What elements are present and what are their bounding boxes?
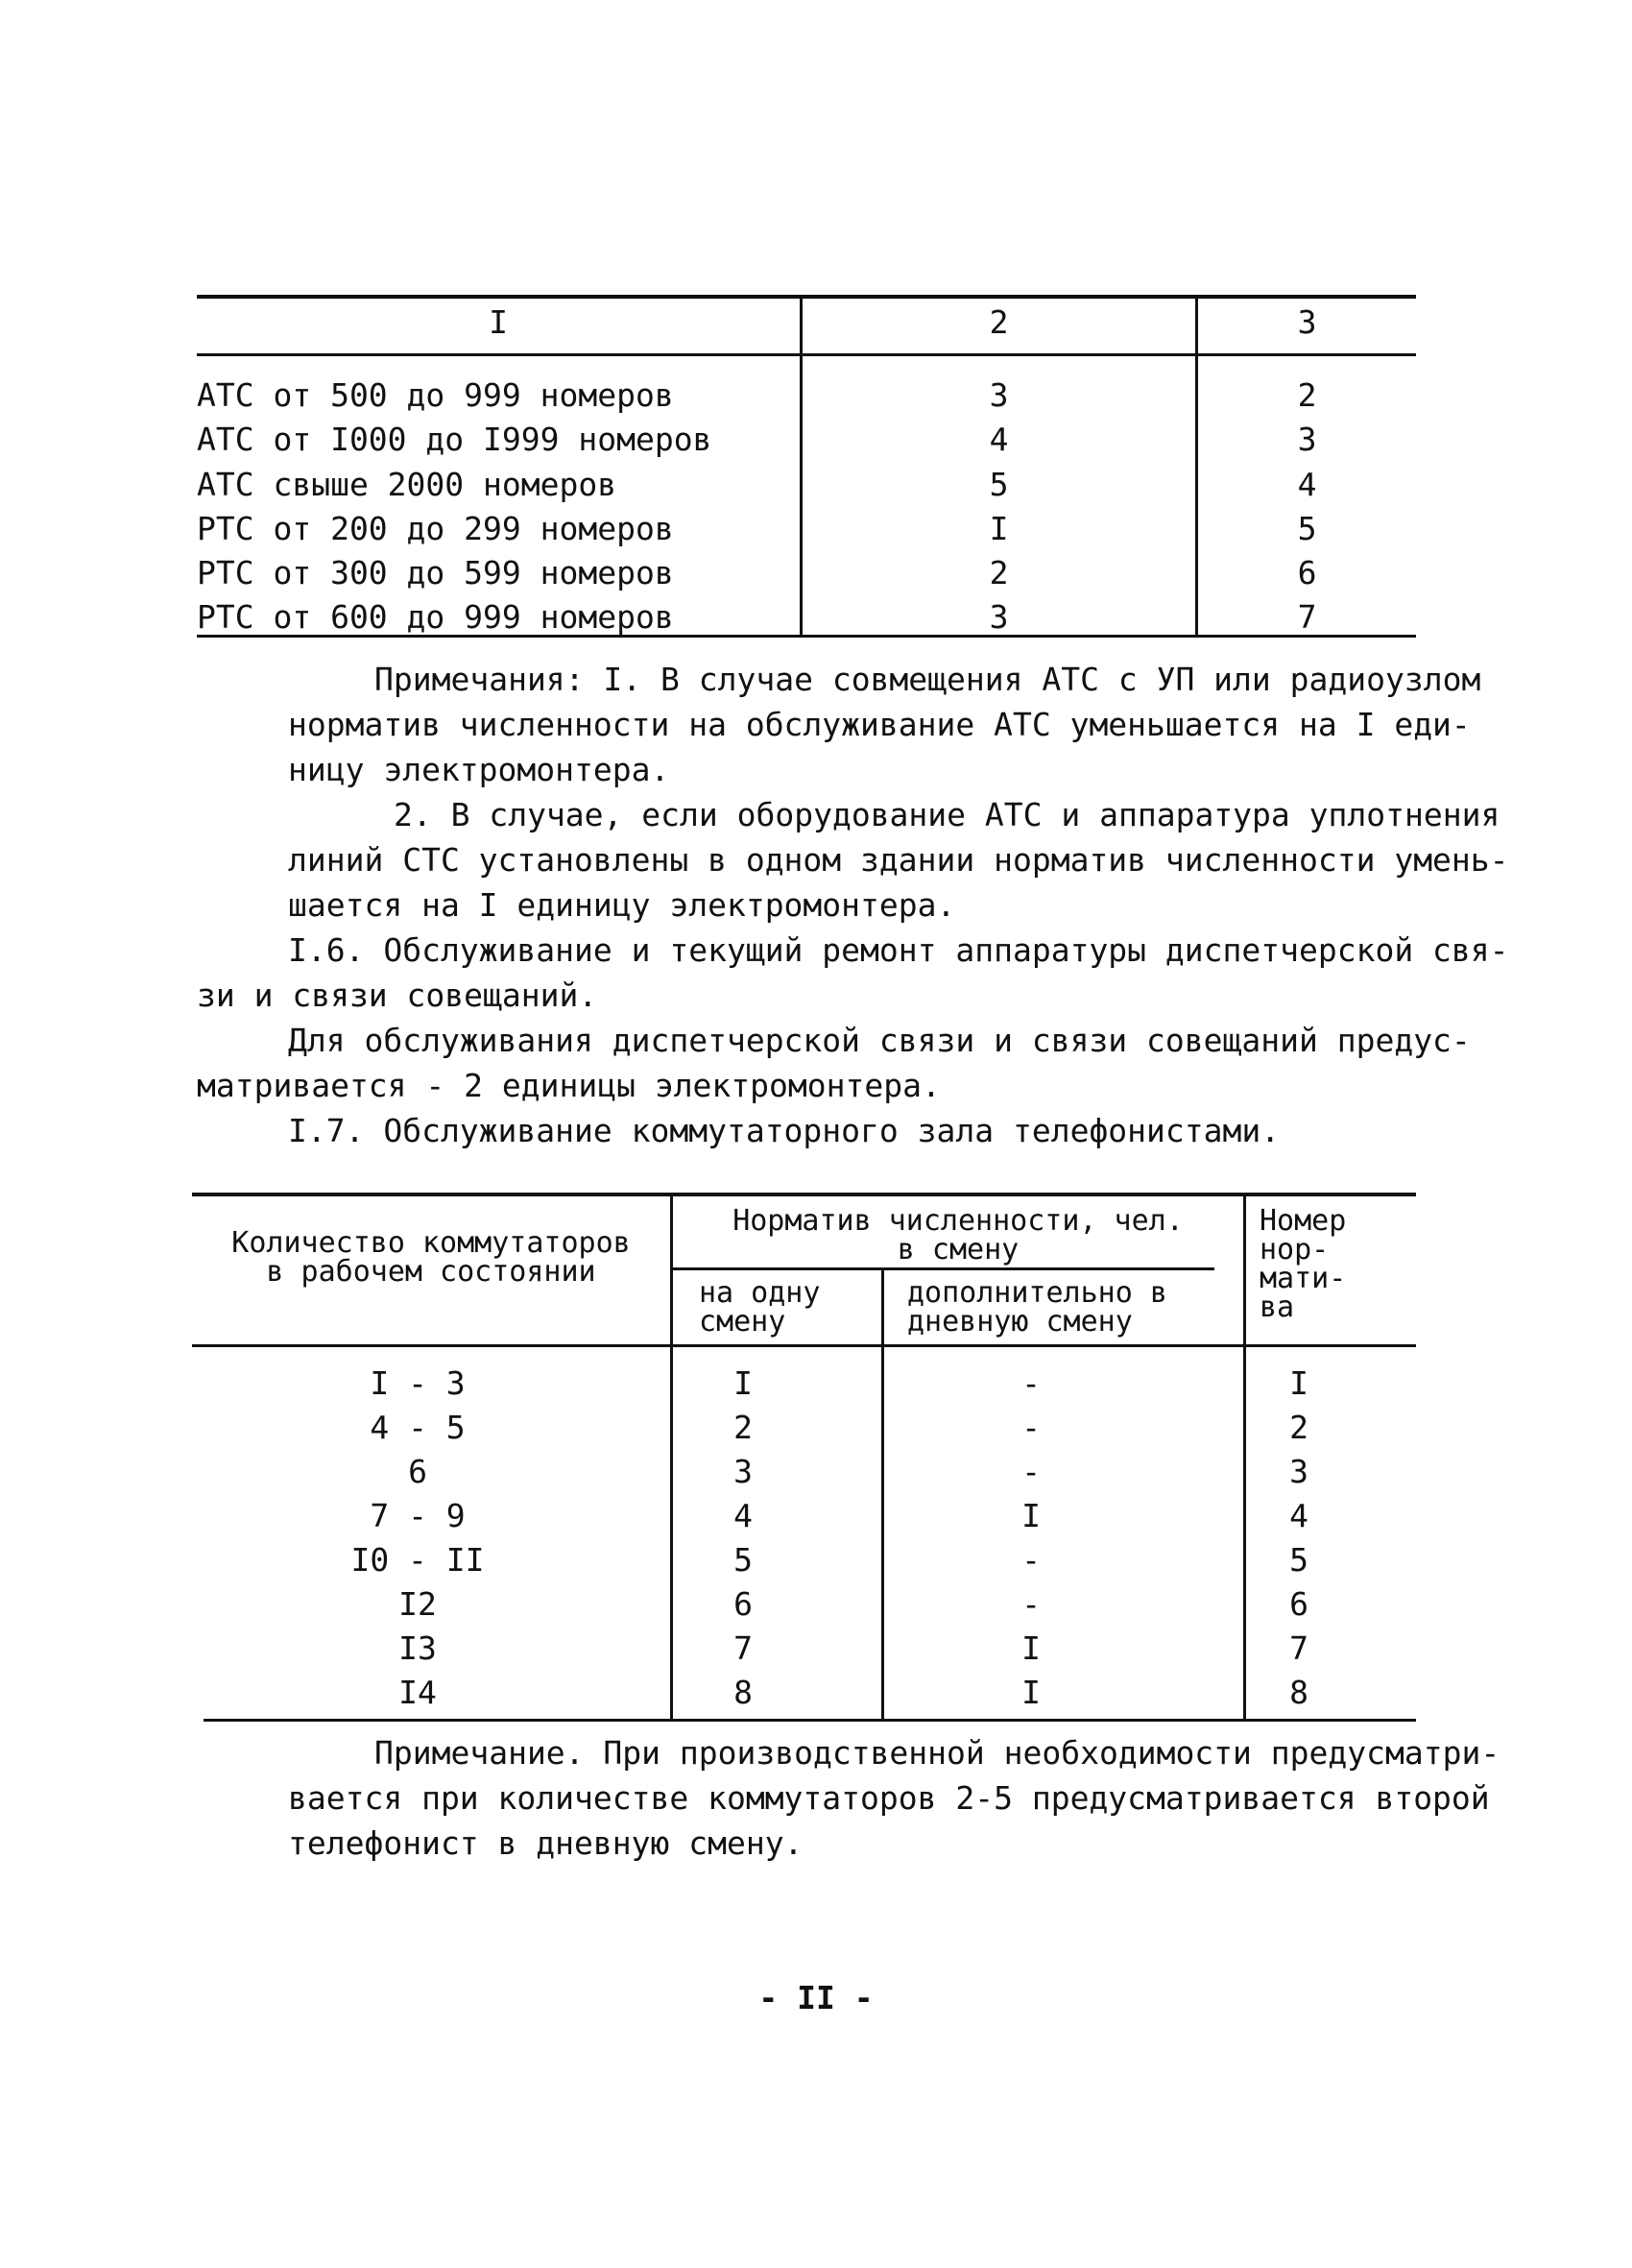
table1-value: 5 — [1297, 510, 1317, 547]
paragraph-line: зи и связи совещаний. — [197, 977, 598, 1014]
table2-extra: I — [1021, 1497, 1041, 1534]
table2-group-header — [673, 1204, 1243, 1267]
table2-num: 6 — [1289, 1585, 1308, 1623]
table1-label: АТС свыше 2000 номеров — [197, 466, 617, 503]
table2-col4-header-line: Номер — [1260, 1204, 1347, 1238]
table2-per-shift: 7 — [733, 1629, 753, 1667]
table2-sub2-header-line: дополнительно в — [907, 1276, 1167, 1310]
paragraph-line: матривается - 2 единицы электромонтера. — [197, 1067, 941, 1104]
table2-sub1-header-line: смену — [699, 1305, 786, 1339]
table2-per-shift: I — [733, 1364, 753, 1402]
table1-value: 3 — [1297, 421, 1317, 458]
table2-extra: I — [1021, 1674, 1041, 1711]
table2-col1-header — [192, 1226, 670, 1289]
table1-value: 4 — [989, 421, 1009, 458]
table1-label: РТС от 600 до 999 номеров — [197, 598, 674, 636]
note-line: вается при количестве коммутаторов 2-5 предусматривается второй — [288, 1779, 1490, 1817]
table2-sub1-header-line: на одну — [699, 1276, 821, 1310]
table2-per-shift: 2 — [733, 1409, 753, 1446]
table2-num: I — [1289, 1364, 1308, 1402]
table1-value: 5 — [989, 466, 1009, 503]
table1-value: 2 — [1297, 376, 1317, 414]
table2-num: 7 — [1289, 1629, 1308, 1667]
table2-count: I0 - II — [350, 1541, 485, 1579]
note-line: Примечания: I. В случае совмещения АТС с УП или радиоузлом — [374, 661, 1481, 698]
table2-count: I4 — [398, 1674, 437, 1711]
table1-value: 2 — [989, 554, 1009, 591]
table2-num: 8 — [1289, 1674, 1308, 1711]
table2-col1-header-line: в рабочем состоянии — [266, 1255, 596, 1289]
table2-col4-header — [1260, 1204, 1347, 1324]
note-line: ницу электромонтера. — [288, 751, 670, 788]
table2-num: 3 — [1289, 1453, 1308, 1490]
table2-num: 2 — [1289, 1409, 1308, 1446]
table2-extra: - — [1021, 1541, 1041, 1579]
note-line: телефонист в дневную смену. — [288, 1824, 804, 1862]
section-1-7-heading: I.7. Обслуживание коммутаторного зала телефонистами. — [288, 1112, 1281, 1149]
note-line: шается на I единицу электромонтера. — [288, 886, 956, 924]
table2-col4-header-line: мати- — [1260, 1262, 1347, 1295]
table2-num: 5 — [1289, 1541, 1308, 1579]
table1-header-col1: I — [489, 303, 508, 341]
table2-extra: - — [1021, 1409, 1041, 1446]
table2-per-shift: 4 — [733, 1497, 753, 1534]
note-line: Примечание. При производственной необходимости предусматри- — [374, 1734, 1500, 1772]
table2-extra: I — [1021, 1629, 1041, 1667]
table1-value: 6 — [1297, 554, 1317, 591]
table1-value: 3 — [989, 376, 1009, 414]
table2-per-shift: 5 — [733, 1541, 753, 1579]
table2-sub2-header — [907, 1276, 1167, 1339]
page-number: - II - — [758, 1979, 874, 2016]
table2-extra: - — [1021, 1364, 1041, 1402]
table1-header-col2: 2 — [989, 303, 1009, 341]
table2-per-shift: 6 — [733, 1585, 753, 1623]
table2-count: I - 3 — [370, 1364, 466, 1402]
table1-label: АТС от I000 до I999 номеров — [197, 421, 712, 458]
table2-extra: - — [1021, 1453, 1041, 1490]
table2-count: I2 — [398, 1585, 437, 1623]
table2-sub1-header — [699, 1276, 821, 1339]
table1-label: АТС от 500 до 999 номеров — [197, 376, 674, 414]
table2-group-header-line: в смену — [897, 1233, 1020, 1267]
table1-value: 3 — [989, 598, 1009, 636]
note-line: норматив численности на обслуживание АТС уменьшается на I еди- — [288, 706, 1471, 743]
table2-num: 4 — [1289, 1497, 1308, 1534]
table1-label: РТС от 200 до 299 номеров — [197, 510, 674, 547]
table2-count: 6 — [408, 1453, 427, 1490]
table1-header-col3: 3 — [1297, 303, 1317, 341]
paragraph-line: I.6. Обслуживание и текущий ремонт аппаратуры диспетчерской свя- — [288, 931, 1509, 969]
table1-value: I — [989, 510, 1009, 547]
table2-per-shift: 8 — [733, 1674, 753, 1711]
table1-value: 4 — [1297, 466, 1317, 503]
table2-col4-header-line: нор- — [1260, 1233, 1330, 1267]
table2-count: 4 - 5 — [370, 1409, 466, 1446]
table2-col1-header-line: Количество коммутаторов — [231, 1226, 631, 1260]
table2-per-shift: 3 — [733, 1453, 753, 1490]
note-line: 2. В случае, если оборудование АТС и аппаратура уплотнения — [394, 796, 1500, 833]
table1-label: РТС от 300 до 599 номеров — [197, 554, 674, 591]
table2-col4-header-line: ва — [1260, 1291, 1295, 1324]
table2-extra: - — [1021, 1585, 1041, 1623]
table2-sub2-header-line: дневную смену — [907, 1305, 1133, 1339]
table2-count: I3 — [398, 1629, 437, 1667]
note-line: линий СТС установлены в одном здании норматив численности умень- — [288, 841, 1509, 879]
table2-count: 7 - 9 — [370, 1497, 466, 1534]
paragraph-line: Для обслуживания диспетчерской связи и связи совещаний предус- — [288, 1022, 1471, 1059]
table1-value: 7 — [1297, 598, 1317, 636]
table2-group-header-line: Норматив численности, чел. — [732, 1204, 1184, 1238]
